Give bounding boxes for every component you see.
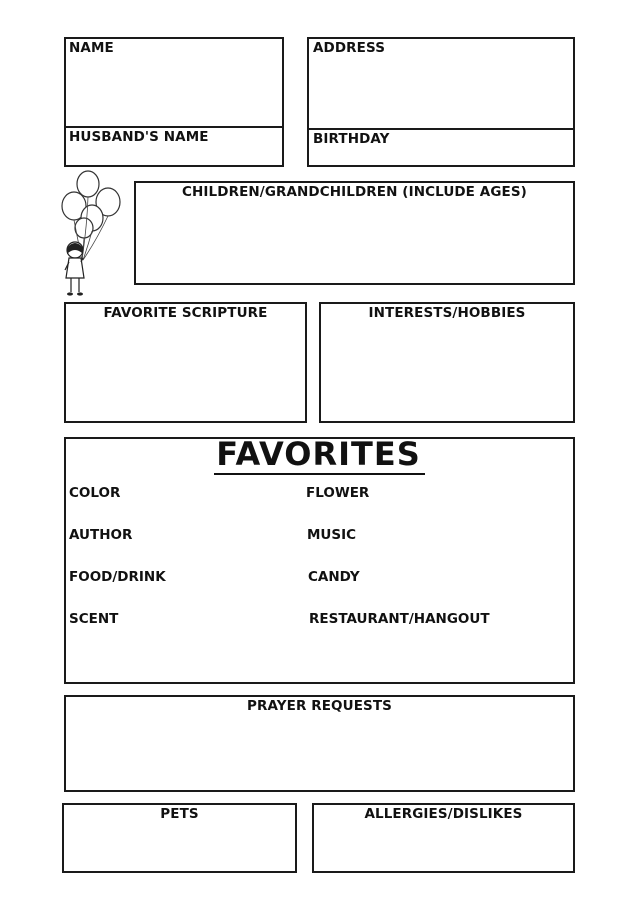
- children-box[interactable]: [134, 181, 575, 285]
- address-divider: [309, 128, 573, 130]
- interests-box[interactable]: [319, 302, 575, 423]
- favorite-color-label: COLOR: [69, 485, 121, 501]
- favorite-flower-label: FLOWER: [306, 485, 370, 501]
- favorite-food-drink-label: FOOD/DRINK: [69, 569, 166, 585]
- favorites-title-text: FAVORITES: [214, 435, 424, 475]
- prayer-requests-label: PRAYER REQUESTS: [247, 698, 392, 714]
- favorite-music-label: MUSIC: [307, 527, 357, 543]
- name-divider: [66, 126, 282, 128]
- scripture-box[interactable]: [64, 302, 307, 423]
- scripture-label: FAVORITE SCRIPTURE: [103, 305, 268, 321]
- favorite-restaurant-label: RESTAURANT/HANGOUT: [309, 611, 490, 627]
- favorite-candy-label: CANDY: [308, 569, 360, 585]
- favorite-scent-label: SCENT: [69, 611, 119, 627]
- address-box[interactable]: [307, 37, 575, 167]
- pets-label: PETS: [160, 806, 199, 822]
- pets-box[interactable]: [62, 803, 297, 873]
- name-label: NAME: [69, 40, 114, 56]
- favorites-box[interactable]: [64, 437, 575, 684]
- allergies-label: ALLERGIES/DISLIKES: [364, 806, 523, 822]
- allergies-box[interactable]: [312, 803, 575, 873]
- name-box[interactable]: [64, 37, 284, 167]
- prayer-requests-box[interactable]: [64, 695, 575, 792]
- birthday-label: BIRTHDAY: [313, 131, 390, 147]
- favorite-author-label: AUTHOR: [69, 527, 133, 543]
- favorites-title: [66, 436, 573, 473]
- husband-name-label: HUSBAND'S NAME: [69, 129, 209, 145]
- interests-label: INTERESTS/HOBBIES: [368, 305, 526, 321]
- girl-with-balloons-icon: [56, 166, 132, 306]
- address-label: ADDRESS: [313, 40, 386, 56]
- children-label: CHILDREN/GRANDCHILDREN (INCLUDE AGES): [182, 184, 527, 200]
